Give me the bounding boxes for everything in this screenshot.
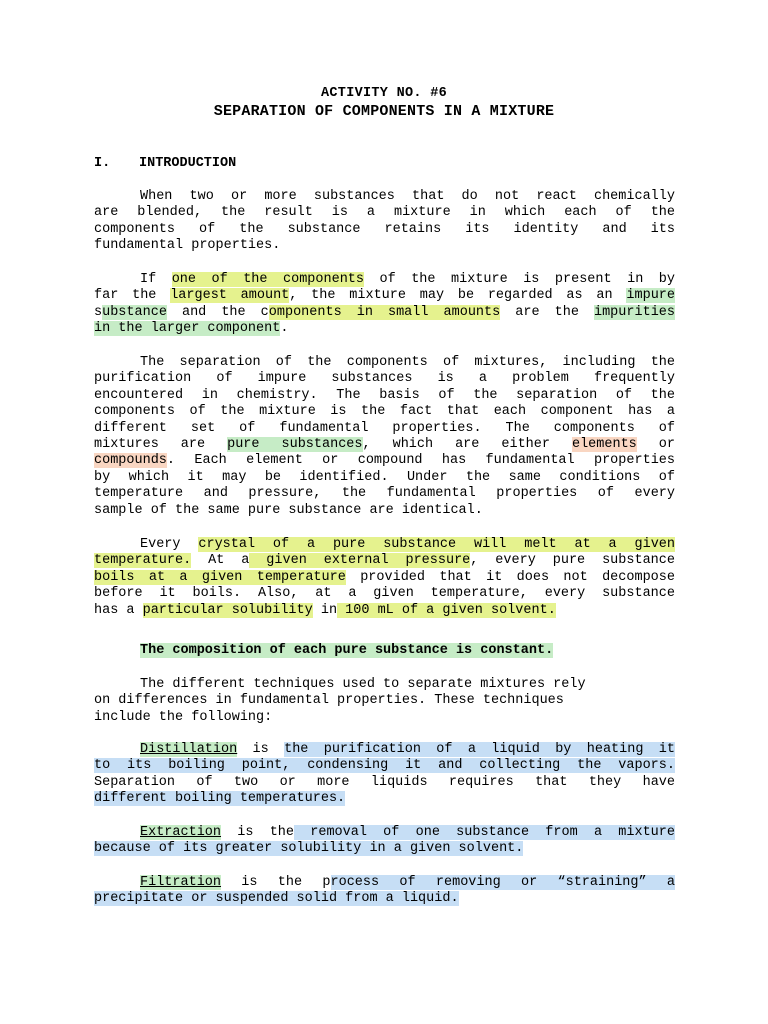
term-extraction: Extraction [140, 825, 222, 840]
paragraph-distillation [94, 742, 675, 808]
text-run: , the mixture may be regarded as an [289, 288, 627, 304]
section-number: I. [94, 156, 111, 171]
text-line [94, 791, 675, 807]
text-run: is [237, 742, 285, 757]
highlight-one-of-components: one of the components [171, 272, 365, 287]
highlight-extraction-def: removal of one substance from a mixture [294, 825, 675, 840]
highlight-impure: impure [626, 288, 676, 304]
text-line [94, 537, 675, 553]
text-line [94, 437, 675, 453]
text-run: , which are either [362, 436, 572, 452]
text-line [94, 758, 675, 774]
text-run: far the [94, 288, 171, 304]
paragraph-properties [94, 537, 675, 619]
text-run: has a [94, 602, 143, 618]
text-line [94, 603, 675, 619]
text-line: by which it may be identified. Under the same conditions of [94, 469, 675, 485]
text-line [94, 288, 675, 304]
text-line: include the following: [94, 709, 273, 725]
text-line [94, 875, 675, 891]
highlight-filtration-def-2: precipitate or suspended solid from a liquid. [94, 891, 459, 907]
highlight-elements: elements [571, 436, 637, 452]
text-run: is the p [221, 875, 331, 890]
text-line [94, 553, 675, 569]
text-line: components of the substance retains its identity and its [94, 221, 675, 237]
text-line: before it boils. Also, at a given temperature, every substance [94, 586, 675, 602]
highlight-crystal-melt: crystal of a pure substance will melt at a given [198, 537, 676, 552]
highlight-filtration-def: rocess of removing or “straining” a [330, 875, 675, 890]
highlight-impurities: impurities [593, 304, 675, 320]
highlight-substance: ubstance [102, 304, 167, 320]
highlight-distillation-def: the purification of a liquid by heating it [284, 742, 675, 757]
text-run: s [94, 304, 103, 320]
highlight-solubility: particular solubility [142, 602, 313, 618]
text-line: are blended, the result is a mixture in which each of the [94, 205, 675, 221]
text-line: encountered in chemistry. The basis of the separation of the [94, 387, 675, 403]
paragraph-components [94, 272, 675, 338]
text-run: If [140, 272, 172, 287]
text-line [94, 643, 675, 659]
text-line: The separation of the components of mixtures, including the [140, 355, 675, 370]
text-line [94, 891, 675, 907]
text-line: components of the mixture is the fact that each component has a [94, 404, 675, 420]
text-line [94, 570, 675, 586]
paragraph-filtration [94, 875, 675, 908]
text-line [94, 272, 675, 288]
highlight-largest-amount: largest amount [170, 288, 290, 304]
highlight-composition-constant: The composition of each pure substance is constant. [140, 643, 554, 658]
highlight-given-solvent: of a given solvent. [401, 602, 556, 618]
paragraph-intro [94, 189, 675, 255]
text-run: is the [221, 825, 294, 840]
section-heading [94, 156, 236, 171]
text-line: The different techniques used to separate mixtures rely [140, 677, 586, 692]
text-line: Separation of two or more liquids requires that they have [94, 774, 675, 790]
text-line [94, 453, 675, 469]
text-run: are the [500, 304, 594, 320]
text-line: sample of the same pure substance are identical. [94, 502, 483, 518]
text-run: provided that it does not decompose [345, 569, 675, 585]
section-title: INTRODUCTION [139, 156, 237, 171]
text-line: temperature and pressure, the fundamental properties of every [94, 486, 675, 502]
paragraph-extraction [94, 825, 675, 858]
highlight-boiling-temps: different boiling temperatures. [94, 791, 346, 807]
text-run: , every pure substance [470, 553, 675, 569]
highlight-temperature: temperature. [94, 553, 192, 569]
highlight-extraction-def-2: because of its greater solubility in a given solvent. [94, 841, 524, 857]
text-run: and the c [166, 304, 269, 320]
text-line: on differences in fundamental properties. These techniques [94, 693, 564, 709]
text-run: in [312, 602, 338, 618]
highlight-pure-substances: pure substances [227, 436, 363, 452]
text-line [94, 321, 675, 337]
highlight-boils: boils at a given temperature [94, 569, 346, 585]
text-run: or [636, 436, 675, 452]
paragraph-composition [94, 643, 675, 659]
highlight-compounds: compounds [94, 453, 167, 469]
text-line [94, 825, 675, 841]
paragraph-separation [94, 355, 675, 519]
text-run: At a [191, 553, 250, 569]
term-distillation: Distillation [140, 742, 238, 757]
text-line: When two or more substances that do not react chemically [140, 189, 675, 204]
highlight-small-amounts: omponents in small amounts [268, 304, 501, 320]
text-line: purification of impure substances is a problem frequently [94, 371, 675, 387]
text-run: . Each element or compound has fundamental properties [166, 453, 675, 469]
text-run: Every [140, 537, 199, 552]
text-run: of the mixture is present in by [364, 272, 675, 287]
text-run: . [280, 321, 289, 337]
highlight-external-pressure: given external pressure [249, 553, 471, 569]
document-title: SEPARATION OF COMPONENTS IN A MIXTURE [213, 103, 555, 120]
text-run: mixtures are [94, 436, 228, 452]
text-line [94, 305, 675, 321]
term-filtration: Filtration [140, 875, 222, 890]
text-line [94, 742, 675, 758]
text-line: different set of fundamental properties. The components of [94, 420, 675, 436]
text-line: fundamental properties. [94, 238, 281, 254]
activity-number: ACTIVITY NO. #6 [320, 86, 448, 101]
text-line [94, 841, 675, 857]
highlight-distillation-def-2: to its boiling point, condensing it and collecting the vapors. [94, 758, 675, 774]
highlight-100ml: 100 mL [337, 602, 402, 618]
paragraph-techniques [94, 677, 675, 726]
highlight-larger-component: in the larger component [94, 321, 281, 337]
